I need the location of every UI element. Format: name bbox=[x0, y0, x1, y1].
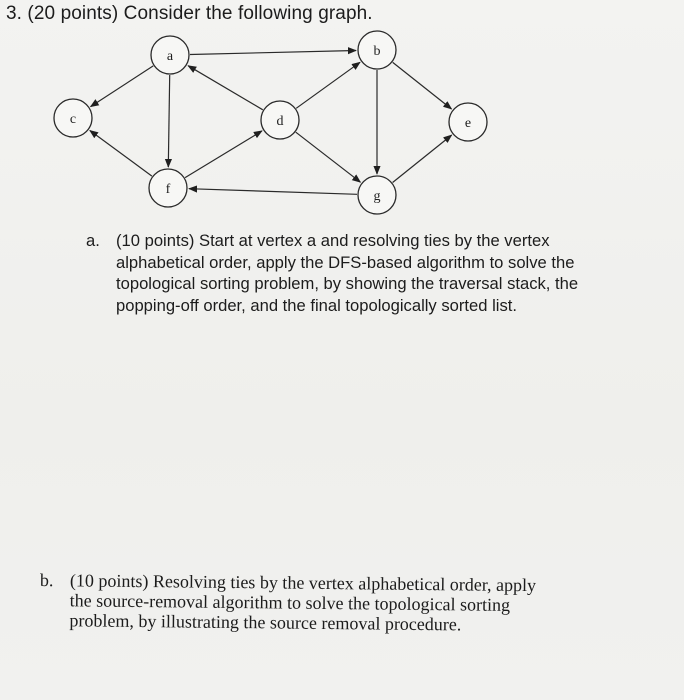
part-b-line: the source-removal algorithm to solve the topological sorting bbox=[69, 590, 511, 615]
vertex-label: a bbox=[166, 49, 174, 64]
part-b-marker: b. bbox=[39, 570, 54, 591]
edge-a-to-f bbox=[168, 75, 169, 167]
part-b bbox=[39, 570, 680, 637]
part-a-line: topological sorting problem, by showing the traversal stack, the bbox=[116, 274, 579, 294]
vertex-f bbox=[149, 169, 187, 207]
directed-graph bbox=[0, 0, 684, 240]
edge-b-to-e bbox=[393, 62, 452, 109]
vertex-b bbox=[358, 31, 396, 69]
part-b-line: (10 points) Resolving ties by the vertex alphabetical order, apply bbox=[69, 570, 537, 596]
edge-g-to-f bbox=[189, 189, 357, 195]
part-a-marker: a. bbox=[86, 231, 100, 250]
part-b-line: problem, by illustrating the source removal procedure. bbox=[69, 610, 462, 635]
edge-f-to-c bbox=[90, 131, 152, 177]
part-a-text bbox=[116, 230, 666, 316]
vertex-label: e bbox=[464, 116, 472, 131]
vertex-e bbox=[449, 103, 487, 141]
edge-d-to-a bbox=[188, 66, 263, 110]
vertex-label: g bbox=[373, 189, 381, 204]
edge-g-to-e bbox=[393, 135, 452, 182]
edge-d-to-b bbox=[296, 62, 360, 108]
vertex-g bbox=[358, 176, 396, 214]
part-b-text bbox=[69, 570, 680, 636]
vertex-d bbox=[261, 101, 299, 139]
part-a bbox=[86, 230, 666, 316]
edge-d-to-g bbox=[296, 132, 361, 182]
graph-vertices bbox=[54, 31, 487, 214]
vertex-c bbox=[54, 99, 92, 137]
vertex-a bbox=[151, 36, 189, 74]
vertex-label: b bbox=[373, 44, 381, 59]
vertex-label: f bbox=[165, 182, 171, 197]
question-title: 3. (20 points) Consider the following graph. bbox=[6, 3, 373, 24]
part-a-line: alphabetical order, apply the DFS-based algorithm to solve the bbox=[116, 252, 575, 272]
edge-f-to-d bbox=[185, 131, 262, 178]
edge-a-to-b bbox=[190, 51, 356, 55]
part-a-line: popping-off order, and the final topologically sorted list. bbox=[116, 295, 517, 315]
part-a-line: (10 points) Start at vertex a and resolving ties by the vertex bbox=[116, 231, 550, 250]
vertex-label: d bbox=[276, 114, 284, 129]
edge-a-to-c bbox=[91, 66, 154, 107]
vertex-label: c bbox=[69, 112, 77, 127]
